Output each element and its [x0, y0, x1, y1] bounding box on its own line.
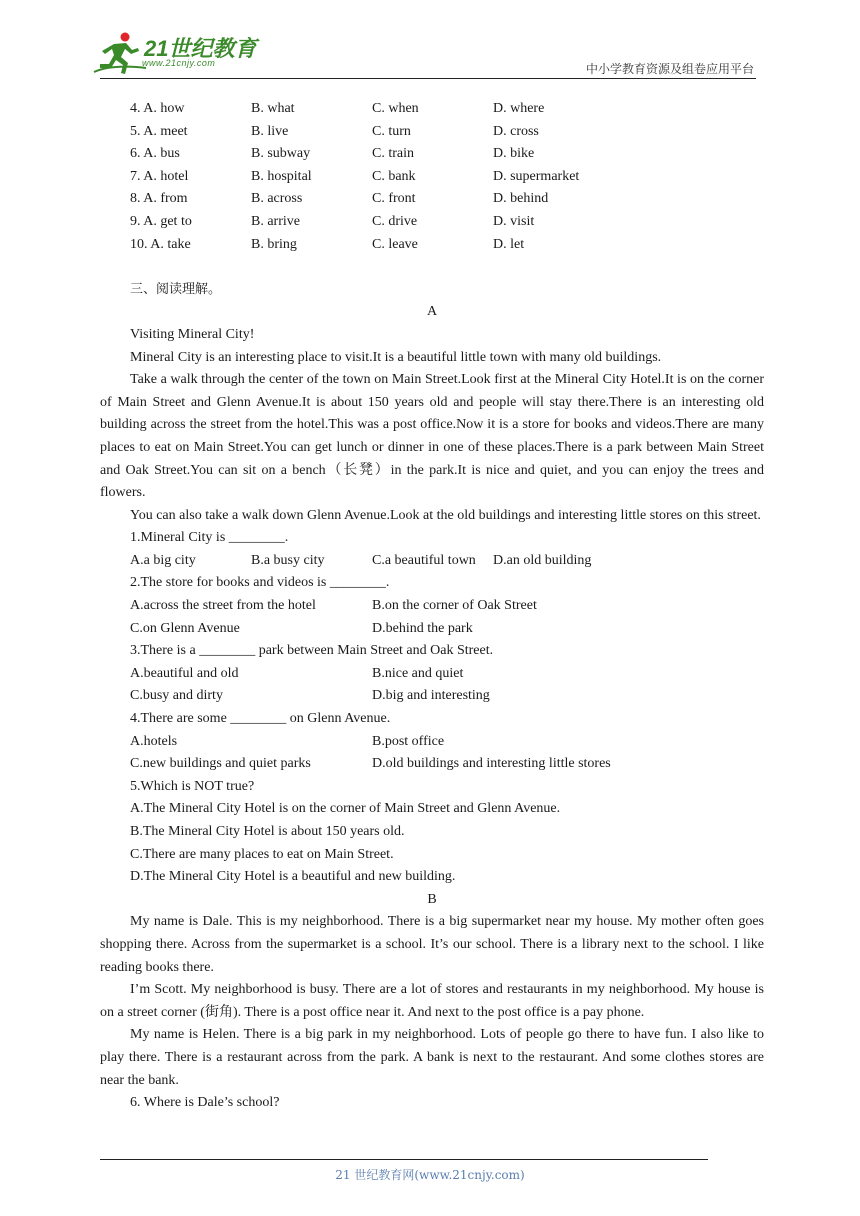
passage-a-title: Visiting Mineral City!: [130, 326, 255, 342]
runner-logo-icon: [92, 30, 148, 76]
footer-divider: [100, 1159, 708, 1160]
footer-text: 21 世纪教育网(www.21cnjy.com): [335, 1168, 525, 1182]
option-a: 7. A. hotel: [130, 168, 189, 184]
passage-a-label: A: [426, 304, 438, 320]
question-3-options: [100, 685, 764, 708]
option-b: B. subway: [251, 146, 311, 162]
option-d: D.old buildings and interesting little stores: [372, 756, 611, 772]
question-5: 5.Which is NOT true?: [130, 778, 255, 794]
question-1-options: [100, 550, 764, 573]
option-a: 5. A. meet: [130, 123, 188, 139]
question-2-options: [100, 595, 764, 618]
question-6: 6. Where is Dale’s school?: [130, 1095, 280, 1111]
question-2: 2.The store for books and videos is ________.: [130, 575, 390, 591]
question-2-options: [100, 618, 764, 641]
option-c: C. leave: [372, 236, 418, 252]
section-title: 三、阅读理解。: [130, 281, 222, 297]
passage-b-paragraph: My name is Helen. There is a big park in my neighborhood. Lots of people go there to have fun. I also like to play there. There is a restaurant across from the park. A bank is next to the restaurant. And some clothes stores are near the bank.: [100, 1027, 764, 1088]
option-b: B. live: [251, 123, 289, 139]
option-b: B.a busy city: [251, 552, 325, 568]
option-c: C. drive: [372, 213, 418, 229]
option-row: [100, 188, 764, 211]
option-d: D.big and interesting: [372, 688, 490, 704]
option-b: B.nice and quiet: [372, 665, 464, 681]
option-d: D. cross: [493, 123, 539, 139]
option-d: D. visit: [493, 213, 535, 229]
option-row: [100, 121, 764, 144]
option-row: [100, 211, 764, 234]
option-b: B.post office: [372, 733, 445, 749]
option-a: 4. A. how: [130, 101, 185, 116]
option-b: B. bring: [251, 236, 297, 252]
option-c: C.new buildings and quiet parks: [130, 756, 311, 772]
question-4: 4.There are some ________ on Glenn Avenue.: [130, 711, 391, 727]
option-c: C. turn: [372, 123, 411, 139]
header-divider: [100, 78, 756, 79]
question-3-options: [100, 663, 764, 686]
option-b: B. across: [251, 191, 303, 207]
logo-url: www.21cnjy.com: [142, 58, 216, 68]
option-a: A.across the street from the hotel: [130, 598, 316, 614]
option-c: C.busy and dirty: [130, 688, 223, 704]
option-c: C.a beautiful town: [372, 552, 476, 568]
option-row: [100, 234, 764, 257]
passage-b-paragraph: I’m Scott. My neighborhood is busy. There are a lot of stores and restaurants in my neighborhood. My house is on a street corner (街角). There is a post office near it. And next to the post office is a pay phone.: [100, 982, 764, 1020]
option-d: D. behind: [493, 191, 549, 207]
option-b: B. what: [251, 101, 295, 116]
option-d: D.The Mineral City Hotel is a beautiful and new building.: [130, 869, 456, 885]
option-a: 8. A. from: [130, 191, 188, 207]
option-b: B.on the corner of Oak Street: [372, 598, 537, 614]
header-platform-text: 中小学教育资源及组卷应用平台: [585, 62, 754, 76]
option-d: D. where: [493, 101, 545, 116]
option-d: D. bike: [493, 146, 535, 162]
passage-a-paragraph: Take a walk through the center of the town on Main Street.Look first at the Mineral City Hotel.It is on the corner of Main Street and Glenn Avenue.It is about 150 years old and people will stay there.There is an interesting old building across the street from the hotel.This was a post office.Now it is a store for books and videos.There are many places to eat on Main Street.You can get lunch or dinner in one of these places.There is a park between Main Street and Oak Street.You can sit on a bench（长凳）in the park.It is nice and quiet, and you can enjoy the trees and flowers.: [100, 372, 764, 501]
option-c: C.There are many places to eat on Main Street.: [130, 846, 394, 862]
option-c: C.on Glenn Avenue: [130, 620, 240, 636]
page-header: [0, 0, 860, 80]
question-4-options: [100, 731, 764, 754]
option-c: C. bank: [372, 168, 416, 184]
spacer: [100, 256, 764, 279]
question-1: 1.Mineral City is ________.: [130, 530, 289, 546]
option-row: [100, 166, 764, 189]
question-3: 3.There is a ________ park between Main Street and Oak Street.: [130, 643, 494, 659]
option-a: A.hotels: [130, 733, 178, 749]
option-d: D. supermarket: [493, 168, 580, 184]
question-4-options: [100, 753, 764, 776]
option-a: A.a big city: [130, 552, 196, 568]
option-a: A.The Mineral City Hotel is on the corner of Main Street and Glenn Avenue.: [130, 801, 561, 817]
passage-b-paragraph: My name is Dale. This is my neighborhood. There is a big supermarket near my house. My mother often goes shopping there. Across from the supermarket is a school. It’s our school. There is a library next to the school. I like reading books there.: [100, 914, 764, 975]
option-d: D. let: [493, 236, 525, 252]
option-c: C. train: [372, 146, 414, 162]
option-d: D.behind the park: [372, 620, 473, 636]
passage-b-label: B: [427, 891, 437, 907]
option-a: A.beautiful and old: [130, 665, 239, 681]
option-a: 10. A. take: [130, 236, 191, 252]
logo-brand: 21世纪教育: [144, 36, 257, 61]
option-b: B. arrive: [251, 213, 300, 229]
option-a: 9. A. get to: [130, 213, 192, 229]
passage-a-paragraph: You can also take a walk down Glenn Avenue.Look at the old buildings and interesting little stores on this street.: [130, 507, 761, 523]
option-row: [100, 143, 764, 166]
option-row: [100, 98, 764, 121]
option-a: 6. A. bus: [130, 146, 180, 162]
option-b: B.The Mineral City Hotel is about 150 years old.: [130, 824, 405, 839]
option-b: B. hospital: [251, 168, 312, 184]
logo: [92, 30, 262, 76]
option-d: D.an old building: [493, 552, 592, 568]
document-body: [100, 98, 764, 1115]
passage-a-paragraph: Mineral City is an interesting place to visit.It is a beautiful little town with many old buildings.: [130, 349, 662, 365]
option-c: C. front: [372, 191, 416, 207]
option-c: C. when: [372, 101, 419, 116]
